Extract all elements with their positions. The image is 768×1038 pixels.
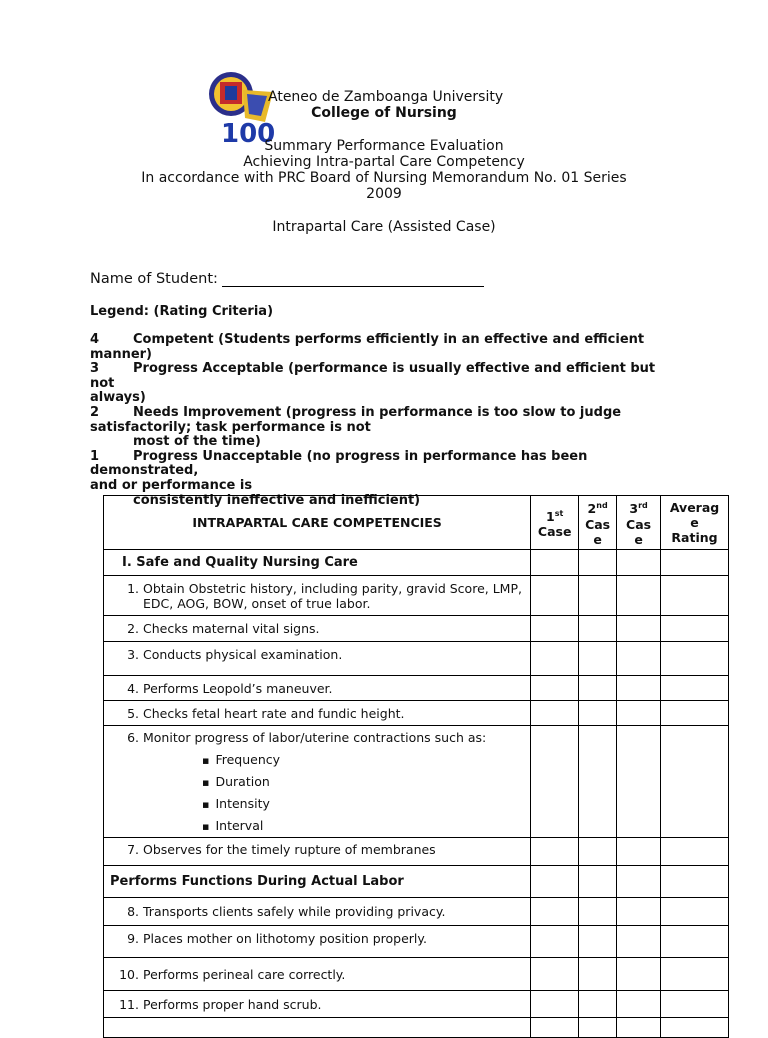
rating-cell[interactable] xyxy=(579,958,617,991)
rating-cell[interactable] xyxy=(617,866,661,898)
legend-text: always) xyxy=(90,390,146,406)
section-title: Performs Functions During Actual Labor xyxy=(104,866,531,898)
title-line-4: 2009 xyxy=(366,186,402,202)
rating-cell[interactable] xyxy=(531,1018,579,1038)
rating-cell[interactable] xyxy=(531,926,579,958)
svg-text:100: 100 xyxy=(221,119,275,148)
table-row xyxy=(104,991,729,1018)
competency-item: 8. Transports clients safely while providing privacy. xyxy=(104,898,531,926)
table-row xyxy=(104,642,729,676)
rating-cell[interactable] xyxy=(661,866,729,898)
competency-item: 5. Checks fetal heart rate and fundic height. xyxy=(104,701,531,726)
table-row xyxy=(104,926,729,958)
rating-cell[interactable] xyxy=(661,926,729,958)
rating-cell[interactable] xyxy=(661,642,729,676)
rating-cell[interactable] xyxy=(661,616,729,642)
rating-cell[interactable] xyxy=(617,838,661,866)
rating-cell[interactable] xyxy=(661,838,729,866)
legend-text: manner) xyxy=(90,346,152,362)
rating-cell[interactable] xyxy=(617,1018,661,1038)
rating-cell[interactable] xyxy=(531,958,579,991)
legend-text: and or performance is xyxy=(90,477,253,493)
rating-cell[interactable] xyxy=(579,616,617,642)
rating-cell[interactable] xyxy=(617,898,661,926)
legend-text: satisfactorily; task performance is not xyxy=(90,419,371,435)
rating-cell[interactable] xyxy=(531,838,579,866)
competencies-header: INTRAPARTAL CARE COMPETENCIES xyxy=(104,496,531,550)
bullet-item: ▪ Frequency xyxy=(202,749,530,771)
rating-cell[interactable] xyxy=(531,676,579,701)
student-name-field[interactable] xyxy=(90,271,484,287)
rating-cell[interactable] xyxy=(531,991,579,1018)
legend-num: 4 xyxy=(90,332,100,347)
legend-text: Competent (Students performs efficiently in an effective and efficient xyxy=(133,332,645,347)
rating-cell[interactable] xyxy=(579,726,617,838)
rating-cell[interactable] xyxy=(661,576,729,616)
rating-cell[interactable] xyxy=(661,958,729,991)
section-title: I. Safe and Quality Nursing Care xyxy=(104,550,531,576)
competency-item: 9. Places mother on lithotomy position properly. xyxy=(104,926,531,958)
table-row xyxy=(104,576,729,616)
title-line-3: In accordance with PRC Board of Nursing Memorandum No. 01 Series xyxy=(141,170,627,186)
rating-cell[interactable] xyxy=(617,676,661,701)
rating-cell[interactable] xyxy=(579,576,617,616)
legend-num: 3 xyxy=(90,361,100,377)
title-line-2: Achieving Intra-partal Care Competency xyxy=(243,154,525,170)
table-row xyxy=(104,726,729,838)
legend-text: most of the time) xyxy=(133,434,261,450)
rating-cell[interactable] xyxy=(579,550,617,576)
rating-cell[interactable] xyxy=(531,576,579,616)
rating-cell[interactable] xyxy=(661,726,729,838)
table-row xyxy=(104,1018,729,1038)
rating-cell[interactable] xyxy=(617,726,661,838)
title-line-1: Summary Performance Evaluation xyxy=(264,138,504,154)
table-row xyxy=(104,616,729,642)
rating-cell[interactable] xyxy=(661,701,729,726)
legend-text: Progress Unacceptable (no progress in performance has been demonstrated, xyxy=(90,448,588,479)
rating-cell[interactable] xyxy=(617,926,661,958)
rating-cell[interactable] xyxy=(579,898,617,926)
rating-cell[interactable] xyxy=(579,866,617,898)
rating-cell[interactable] xyxy=(661,676,729,701)
bullet-item: ▪ Interval xyxy=(202,815,530,837)
competency-table xyxy=(103,495,729,1038)
rating-cell[interactable] xyxy=(579,926,617,958)
competency-item: 2. Checks maternal vital signs. xyxy=(104,616,531,642)
legend-list xyxy=(90,333,680,508)
legend-num: 1 xyxy=(90,448,100,464)
competency-item: 11. Performs proper hand scrub. xyxy=(104,991,531,1018)
rating-cell[interactable] xyxy=(531,866,579,898)
table-header-row xyxy=(104,496,729,550)
case3-header: 3rd Cas e xyxy=(617,496,661,550)
rating-cell[interactable] xyxy=(579,701,617,726)
legend-text: Progress Acceptable (performance is usually effective and efficient but not xyxy=(90,361,656,391)
section-row xyxy=(104,866,729,898)
table-row xyxy=(104,898,729,926)
competency-item: 10. Performs perineal care correctly. xyxy=(104,958,531,991)
rating-cell[interactable] xyxy=(531,726,579,838)
competency-item: 7. Observes for the timely rupture of membranes xyxy=(104,838,531,866)
rating-cell[interactable] xyxy=(531,642,579,676)
college-name: College of Nursing xyxy=(311,105,457,121)
legend-num: 2 xyxy=(90,404,100,420)
case1-header: 1st Case xyxy=(531,496,579,550)
rating-cell[interactable] xyxy=(661,1018,729,1038)
legend-title: Legend: (Rating Criteria) xyxy=(90,304,274,319)
rating-cell[interactable] xyxy=(661,550,729,576)
rating-cell[interactable] xyxy=(617,616,661,642)
rating-cell[interactable] xyxy=(531,616,579,642)
contraction-bullet-list xyxy=(202,749,530,837)
rating-cell[interactable] xyxy=(617,958,661,991)
competency-item xyxy=(104,1018,531,1038)
bullet-item: ▪ Duration xyxy=(202,771,530,793)
rating-cell[interactable] xyxy=(579,676,617,701)
competency-item: 3. Conducts physical examination. xyxy=(104,642,531,676)
legend-text: Needs Improvement (progress in performance is too slow to judge xyxy=(133,404,622,420)
table-row xyxy=(104,838,729,866)
section-row xyxy=(104,550,729,576)
rating-cell[interactable] xyxy=(531,550,579,576)
rating-cell[interactable] xyxy=(531,898,579,926)
student-name-label: Name of Student: xyxy=(90,271,218,287)
rating-cell[interactable] xyxy=(661,991,729,1018)
legend-text: consistently ineffective and inefficient) xyxy=(133,492,421,508)
table-row xyxy=(104,701,729,726)
case2-header: 2nd Cas e xyxy=(579,496,617,550)
rating-cell[interactable] xyxy=(579,838,617,866)
rating-cell[interactable] xyxy=(579,991,617,1018)
student-name-line[interactable] xyxy=(222,272,484,287)
rating-cell[interactable] xyxy=(531,701,579,726)
rating-cell[interactable] xyxy=(661,898,729,926)
competency-item: 4. Performs Leopold’s maneuver. xyxy=(104,676,531,701)
rating-cell[interactable] xyxy=(617,550,661,576)
rating-cell[interactable] xyxy=(617,991,661,1018)
rating-cell[interactable] xyxy=(617,642,661,676)
university-name: Ateneo de Zamboanga University xyxy=(268,89,504,105)
case-type: Intrapartal Care (Assisted Case) xyxy=(272,219,496,235)
table-row xyxy=(104,958,729,991)
rating-cell[interactable] xyxy=(617,576,661,616)
rating-cell[interactable] xyxy=(579,1018,617,1038)
average-rating-header: Averag e Rating xyxy=(661,496,729,550)
rating-cell[interactable] xyxy=(617,701,661,726)
table-row xyxy=(104,676,729,701)
bullet-item: ▪ Intensity xyxy=(202,793,530,815)
competency-item: 1. Obtain Obstetric history, including parity, gravid Score, LMP, EDC, AOG, BOW, onset of true labor. xyxy=(104,576,531,616)
rating-cell[interactable] xyxy=(579,642,617,676)
competency-item: 6. Monitor progress of labor/uterine contractions such as: ▪ Frequency ▪ Duration ▪ Intensity ▪ Interval xyxy=(104,726,531,838)
